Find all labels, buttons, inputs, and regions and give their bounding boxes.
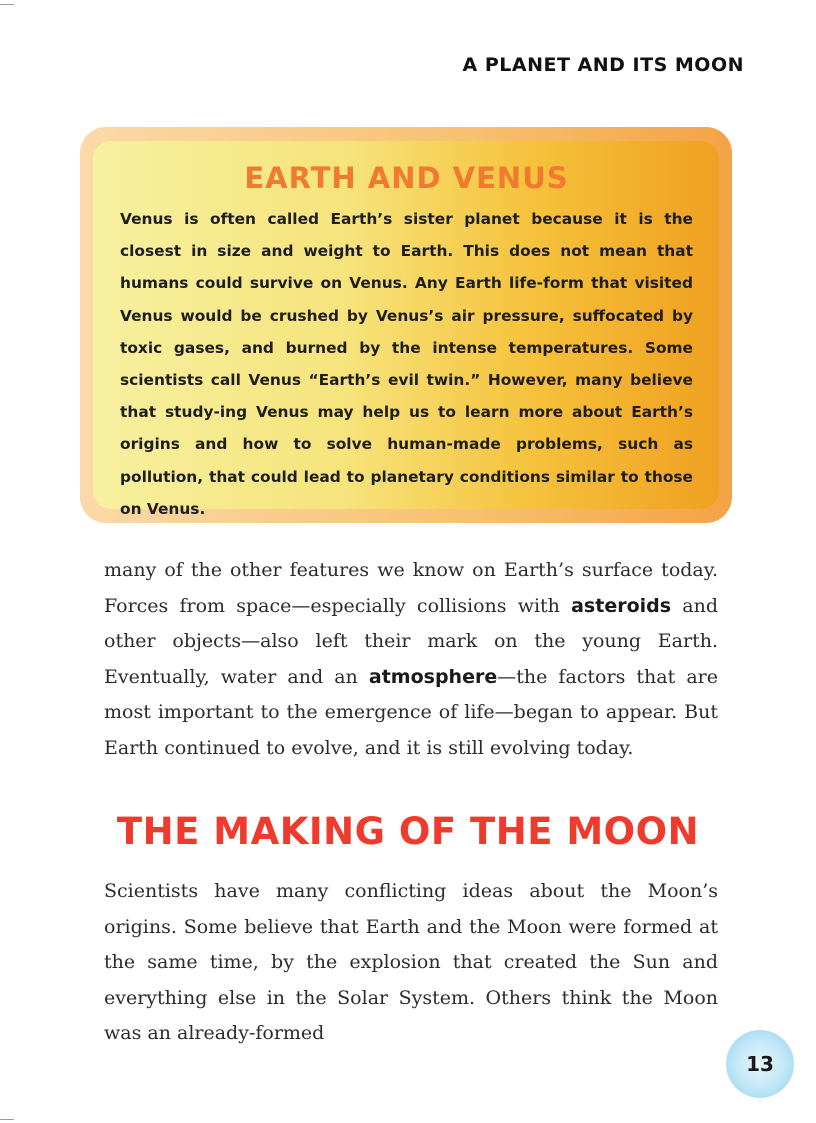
- crop-mark-bottom: [0, 1119, 14, 1120]
- paragraph-text: —the factors that are most important to the emergence of life—began to appear. But Earth continued to evolve, and it is still evolving today.: [104, 665, 718, 759]
- paragraph-text: many of the other features we know on Earth’s surface today. Forces from space—especially collisions with: [104, 559, 718, 617]
- page-number-badge: [726, 1030, 794, 1098]
- section-heading: THE MAKING OF THE MOON: [116, 810, 700, 853]
- body-paragraph-2: Scientists have many conflicting ideas about the Moon’s origins. Some believe that Earth and the Moon were formed at the same time, by the explosion that created the Sun and everything else in the Solar System. Others think the Moon was an already-formed: [104, 880, 718, 1044]
- running-head: A PLANET AND ITS MOON: [462, 54, 744, 76]
- sidebar-box: [80, 127, 732, 523]
- sidebar-title: EARTH AND VENUS: [244, 161, 569, 195]
- sidebar-panel: [93, 141, 719, 518]
- body-paragraph-1: [104, 553, 718, 766]
- crop-mark-top: [0, 4, 14, 5]
- paragraph-text: and other objects—also left their mark on the young Earth. Eventually, water and an: [104, 594, 718, 688]
- page-number: 13: [746, 1052, 774, 1076]
- glossary-term-asteroids: asteroids: [571, 594, 672, 617]
- glossary-term-atmosphere: atmosphere: [368, 665, 498, 688]
- sidebar-body: Venus is often called Earth’s sister planet because it is the closest in size and weight to Earth. This does not mean that humans could survive on Venus. Any Earth life-form that visited Venus would be crushed by Venus’s air pressure, suffocated by toxic gases, and burned by the intense temperatures. Some scientists call Venus “Earth’s evil twin.” However, many believe that study-ing Venus may help us to learn more about Earth’s origins and how to solve human-made problems, such as pollution, that could lead to planetary conditions similar to those on Venus.: [120, 210, 693, 518]
